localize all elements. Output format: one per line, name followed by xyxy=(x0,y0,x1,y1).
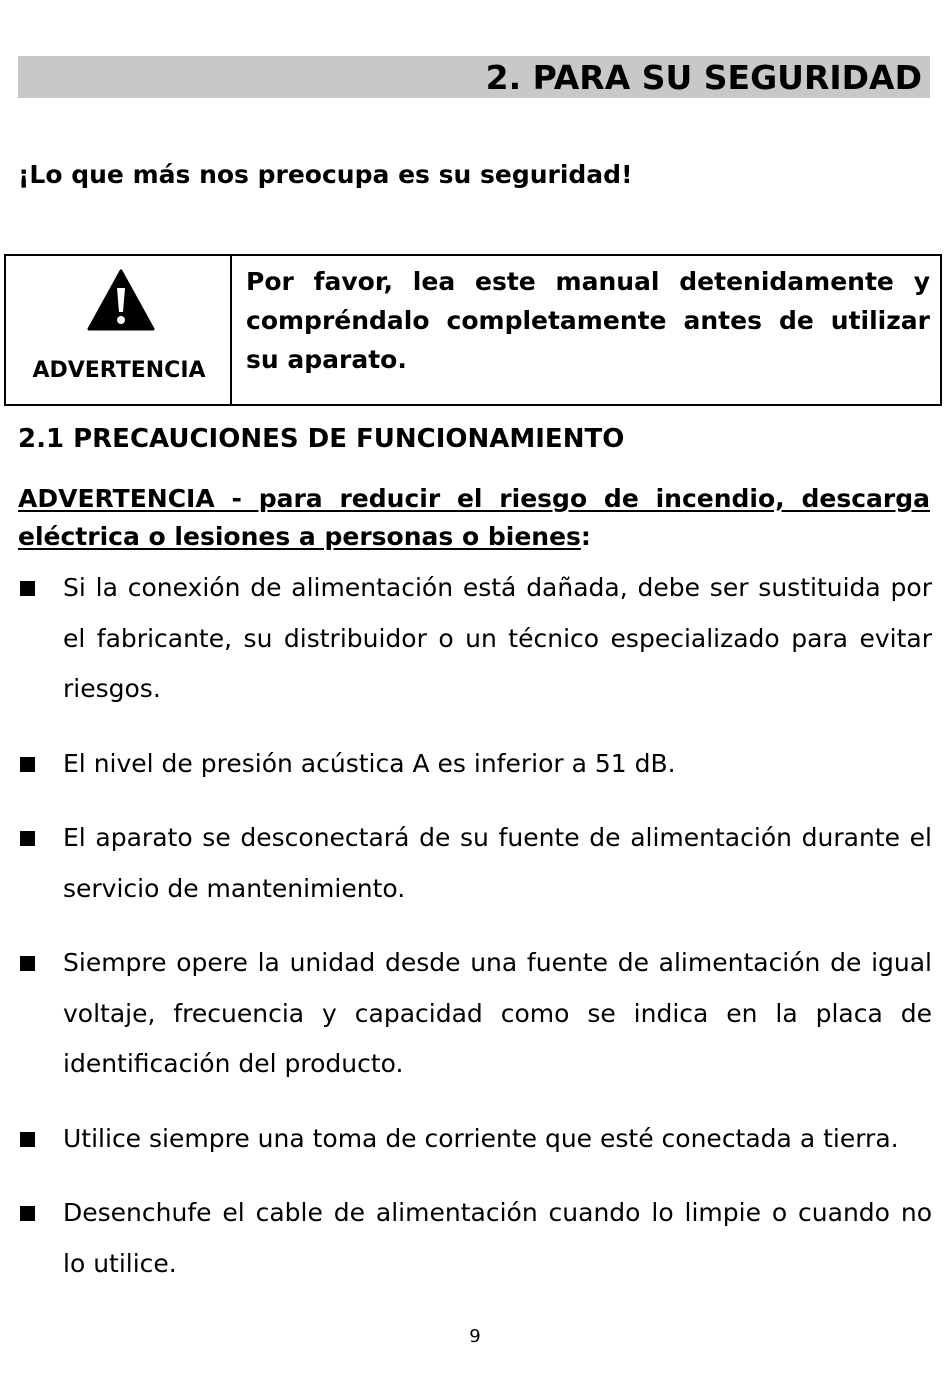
square-bullet-icon xyxy=(20,1206,35,1221)
section-title: 2.1 PRECAUCIONES DE FUNCIONAMIENTO xyxy=(18,424,625,454)
list-item-text: El nivel de presión acústica A es inferior a 51 dB. xyxy=(63,748,676,778)
list-item xyxy=(18,739,932,790)
precautions-list xyxy=(18,563,932,1313)
square-bullet-icon xyxy=(20,831,35,846)
list-item-text: Utilice siempre una toma de corriente que esté conectada a tierra. xyxy=(63,1123,899,1153)
list-item xyxy=(18,813,932,914)
warning-triangle-icon xyxy=(86,268,156,332)
warning-heading-colon: : xyxy=(580,522,591,551)
page-number: 9 xyxy=(469,1326,481,1347)
square-bullet-icon xyxy=(20,757,35,772)
list-item-text: El aparato se desconectará de su fuente de alimentación durante el servicio de mantenimiento. xyxy=(63,823,932,903)
square-bullet-icon xyxy=(20,956,35,971)
square-bullet-icon xyxy=(20,1132,35,1147)
warning-heading-text: ADVERTENCIA - para reducir el riesgo de incendio, descarga eléctrica o lesiones a personas o bienes xyxy=(18,484,930,551)
warning-box-icon-cell xyxy=(6,256,232,404)
square-bullet-icon xyxy=(20,581,35,596)
list-item-text: Desenchufe el cable de alimentación cuando lo limpie o cuando no lo utilice. xyxy=(63,1198,932,1278)
section-header-bar xyxy=(18,56,930,98)
list-item xyxy=(18,1188,932,1289)
warning-label: ADVERTENCIA xyxy=(32,358,206,383)
list-item-text: Siempre opere la unidad desde una fuente de alimentación de igual voltaje, frecuencia y capacidad como se indica en la placa de identificación del producto. xyxy=(63,948,932,1078)
warning-text: Por favor, lea este manual detenidamente y compréndalo completamente antes de utilizar su aparato. xyxy=(246,267,930,374)
list-item xyxy=(18,563,932,715)
safety-tagline: ¡Lo que más nos preocupa es su seguridad! xyxy=(18,160,633,189)
page-title: 2. PARA SU SEGURIDAD xyxy=(485,58,922,97)
warning-box xyxy=(4,254,942,406)
warning-heading xyxy=(18,480,930,556)
list-item-text: Si la conexión de alimentación está dañada, debe ser sustituida por el fabricante, su distribuidor o un técnico especializado para evitar riesgos. xyxy=(63,573,932,703)
list-item xyxy=(18,1114,932,1165)
list-item xyxy=(18,938,932,1090)
